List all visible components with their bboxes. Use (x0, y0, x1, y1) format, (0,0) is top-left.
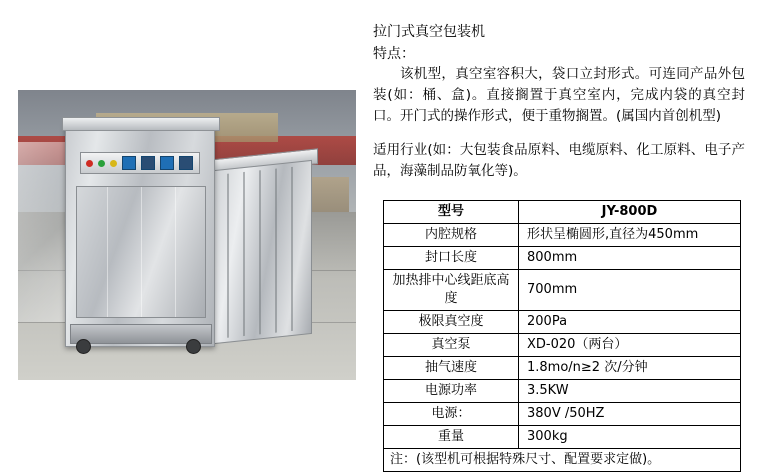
indicator-light-green-icon (98, 160, 105, 167)
table-row (384, 247, 741, 270)
panel-button-icon (141, 156, 155, 170)
table-header-model-label: 型号 (384, 201, 519, 224)
spec-key: 电源功率 (384, 380, 519, 403)
spec-value: 形状呈椭圆形,直径为450mm (519, 224, 741, 247)
spec-key: 加热排中心线距底高度 (384, 270, 519, 311)
table-header-model-value: JY-800D (519, 201, 741, 224)
spec-key: 内腔规格 (384, 224, 519, 247)
table-row (384, 334, 741, 357)
table-row (384, 270, 741, 311)
table-row (384, 380, 741, 403)
door-seam (175, 187, 176, 317)
panel-button-icon (179, 156, 193, 170)
spec-key: 极限真空度 (384, 311, 519, 334)
panel-button-icon (122, 156, 136, 170)
door-seam (141, 187, 142, 317)
door-rib (259, 170, 261, 334)
door-seam (107, 187, 108, 317)
panel-button-icon (160, 156, 174, 170)
spec-note: 注：(该型机可根据特殊尺寸、配置要求定做)。 (384, 449, 741, 472)
door-rib (227, 174, 229, 338)
table-row (384, 426, 741, 449)
product-description (373, 22, 745, 182)
door-rib (275, 169, 277, 333)
industry-text: 适用行业(如：大包装食品原料、电缆原料、化工原料、电子产品，海藻制品防氧化等)。 (373, 142, 745, 179)
spec-key: 重量 (384, 426, 519, 449)
spec-value: 1.8mo/n≥2 次/分钟 (519, 357, 741, 380)
table-row (384, 403, 741, 426)
caster-wheel (76, 339, 91, 354)
spec-value: 3.5KW (519, 380, 741, 403)
spec-key: 真空泵 (384, 334, 519, 357)
features-label: 特点： (373, 46, 415, 62)
page-title: 拉门式真空包装机 (373, 24, 485, 40)
machine-top-cover (62, 117, 220, 131)
spec-value: 300kg (519, 426, 741, 449)
machine-front-door (76, 186, 206, 318)
features-text: 该机型，真空室容积大，袋口立封形式。可连同产品外包装(如：桶、盒)。直接搁置于真空室内，完成内袋的真空封口。开门式的操作形式，便于重物搁置。(属国内首创机型) (373, 66, 745, 124)
vacuum-packaging-machine (65, 123, 215, 347)
spec-value: XD-020（两台） (519, 334, 741, 357)
table-row-header (384, 201, 741, 224)
spec-value: 800mm (519, 247, 741, 270)
door-rib (243, 172, 245, 336)
caster-wheel (186, 339, 201, 354)
product-photo (18, 90, 356, 380)
indicator-light-red-icon (86, 160, 93, 167)
door-rib (291, 167, 293, 331)
spec-key: 电源： (384, 403, 519, 426)
table-row (384, 311, 741, 334)
table-row-note (384, 449, 741, 472)
spec-value: 200Pa (519, 311, 741, 334)
spec-value: 700mm (519, 270, 741, 311)
table-row (384, 224, 741, 247)
spacer (373, 127, 745, 140)
spec-key: 封口长度 (384, 247, 519, 270)
table-row (384, 357, 741, 380)
specification-table (383, 200, 741, 472)
control-panel (80, 152, 200, 174)
spec-value: 380V /50HZ (519, 403, 741, 426)
indicator-light-yellow-icon (110, 160, 117, 167)
machine-open-door (214, 160, 312, 344)
spec-key: 抽气速度 (384, 357, 519, 380)
